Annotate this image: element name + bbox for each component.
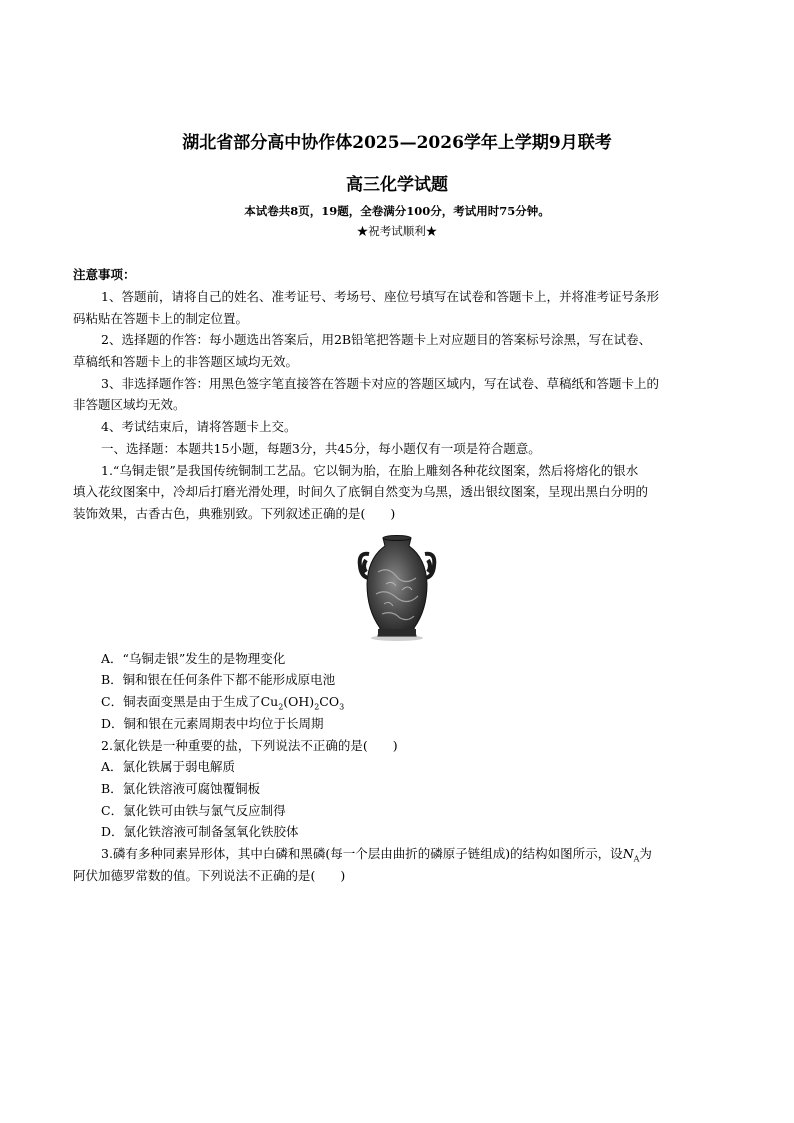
subscript: 2 — [314, 702, 320, 712]
q3-stem-text: 3.磷有多种同素异形体，其中白磷和黑磷(每一个层由曲折的磷原子链组成)的结构如图所示，设 — [101, 846, 623, 861]
notice-item: 2、选择题的作答：每小题选出答案后，用2B铅笔把答题卡上对应题目的答案标号涂黑，写在试卷、 — [101, 332, 652, 347]
q2-option-b: B．氯化铁溶液可腐蚀覆铜板 — [101, 781, 261, 796]
notice-item: 草稿纸和答题卡上的非答题区域均无效。 — [73, 354, 299, 369]
q1-stem-line: 填入花纹图案中，冷却后打磨光滑处理，时间久了底铜自然变为乌黑，透出银纹图案，呈现出黑白分明的 — [73, 484, 649, 499]
subscript: A — [633, 854, 640, 864]
subject-title: 高三化学试题 — [346, 175, 448, 195]
q1-option-a: A．“乌铜走银”发生的是物理变化 — [101, 651, 286, 666]
notice-item: 4、考试结束后，请将答题卡上交。 — [101, 419, 297, 434]
q3-stem-line — [101, 845, 751, 863]
q2-option-d: D．氯化铁溶液可制备氢氧化铁胶体 — [101, 824, 299, 839]
notice-item: 非答题区域均无效。 — [73, 397, 186, 412]
subscript: 2 — [278, 702, 284, 712]
notice-item: 码粘贴在答题卡上的制定位置。 — [73, 311, 249, 326]
formula-part: (OH) — [283, 694, 315, 709]
subscript: 3 — [339, 702, 345, 712]
good-luck-wish: ★祝考试顺利★ — [356, 224, 438, 238]
q3-stem-line: 阿伏加德罗常数的值。下列说法不正确的是( ) — [73, 868, 346, 883]
avogadro-symbol: N — [622, 846, 634, 861]
q2-option-a: A．氯化铁属于弱电解质 — [101, 759, 236, 774]
q2-stem: 2.氯化铁是一种重要的盐，下列说法不正确的是( ) — [101, 738, 398, 753]
q1-option-b: B．铜和银在任何条件下都不能形成原电池 — [101, 672, 336, 687]
notice-item: 1、答题前，请将自己的姓名、准考证号、考场号、座位号填写在试卷和答题卡上，并将准考证号条形 — [101, 289, 659, 304]
notice-heading: 注意事项： — [73, 267, 136, 282]
formula-part: CO — [319, 694, 340, 709]
q3-stem-text: 为 — [639, 846, 652, 861]
q1-option-c-text: C．铜表面变黑是由于生成了Cu — [101, 694, 279, 709]
exam-info: 本试卷共8页，19题，全卷满分100分，考试用时75分钟。 — [244, 204, 550, 218]
main-title: 湖北省部分高中协作体2025—2026学年上学期9月联考 — [182, 133, 612, 153]
notice-item: 3、非选择题作答：用黑色签字笔直接答在答题卡对应的答题区域内，写在试卷、草稿纸和答题卡上的 — [101, 376, 659, 391]
section-one-intro: 一、选择题：本题共15小题，每题3分，共45分，每小题仅有一项是符合题意。 — [101, 441, 541, 456]
q2-option-c: C．氯化铁可由铁与氯气反应制得 — [101, 803, 286, 818]
q1-option-c — [101, 693, 751, 711]
q1-option-d: D．铜和银在元素周期表中均位于长周期 — [101, 716, 324, 731]
q1-stem-line: 1.“乌铜走银”是我国传统铜制工艺品。它以铜为胎，在胎上雕刻各种花纹图案，然后将熔化的银水 — [101, 463, 639, 478]
q1-stem-line: 装饰效果，古香古色，典雅别致。下列叙述正确的是( ) — [73, 506, 396, 521]
silver-inlaid-copper-vase-image — [356, 532, 438, 642]
